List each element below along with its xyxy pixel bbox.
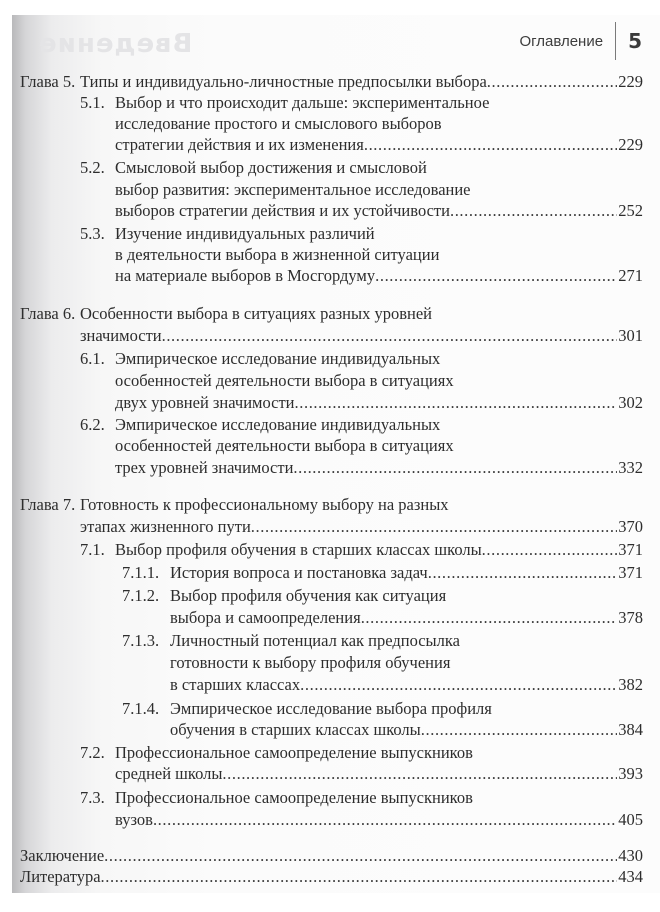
toc-line: вузов ..... 405 bbox=[115, 810, 643, 830]
dot-leader bbox=[428, 563, 618, 583]
dot-leader bbox=[153, 810, 617, 830]
dot-leader bbox=[222, 764, 617, 784]
toc-line: Профессиональное самоопределение выпускников bbox=[115, 743, 473, 762]
toc-line: Выбор и что происходит дальше: экспериментальное bbox=[115, 93, 490, 112]
toc-page-number: 434 bbox=[618, 867, 643, 886]
toc-line: обучения в старших классах школы ..... 384 bbox=[170, 720, 643, 740]
toc-line: Смысловой выбор достижения и смысловой bbox=[115, 158, 427, 177]
toc-line: Профессиональное самоопределение выпускников bbox=[115, 788, 473, 807]
dot-leader bbox=[300, 675, 617, 695]
toc-page-number: 405 bbox=[618, 810, 643, 829]
toc-line: История вопроса и постановка задач ..... 371 bbox=[170, 563, 643, 583]
dot-leader bbox=[361, 608, 618, 628]
toc-page-number: 229 bbox=[618, 72, 643, 91]
toc-line: Эмпирическое исследование выбора профиля bbox=[170, 699, 492, 718]
toc-page-number: 371 bbox=[618, 563, 643, 582]
toc-line: исследование простого и смыслового выборов bbox=[115, 114, 442, 133]
dot-leader bbox=[364, 135, 617, 155]
toc-section-label: 7.3. bbox=[80, 788, 105, 807]
toc-section-label: 5.1. bbox=[80, 93, 105, 112]
toc-page-number: 371 bbox=[618, 540, 643, 559]
toc-subsection-label: 7.1.1. bbox=[122, 563, 160, 582]
toc-line: выборов стратегии действия и их устойчивости ..... 252 bbox=[115, 201, 643, 221]
toc-chapter-label: Глава 5. bbox=[20, 72, 76, 91]
toc-section-label: 7.2. bbox=[80, 743, 105, 762]
table-of-contents bbox=[12, 15, 660, 893]
dot-leader bbox=[295, 393, 618, 413]
toc-line: выбор развития: экспериментальное исследование bbox=[115, 180, 471, 199]
toc-line: трех уровней значимости ..... 332 bbox=[115, 458, 643, 478]
toc-page-number: 370 bbox=[618, 517, 643, 536]
dot-leader bbox=[450, 201, 617, 221]
toc-subsection-label: 7.1.2. bbox=[122, 586, 160, 605]
toc-page-number: 252 bbox=[618, 201, 643, 220]
toc-line: стратегии действия и их изменения ..... 229 bbox=[115, 135, 643, 155]
toc-line: особенностей деятельности выбора в ситуациях bbox=[115, 371, 454, 390]
toc-chapter-label: Глава 6. bbox=[20, 304, 76, 323]
dot-leader bbox=[251, 517, 617, 537]
toc-line: особенностей деятельности выбора в ситуациях bbox=[115, 436, 454, 455]
toc-page-number: 332 bbox=[618, 458, 643, 477]
toc-line: двух уровней значимости ..... 302 bbox=[115, 393, 643, 413]
toc-subsection-label: 7.1.3. bbox=[122, 631, 160, 650]
toc-line: в деятельности выбора в жизненной ситуации bbox=[115, 245, 440, 264]
toc-page-number: 229 bbox=[618, 135, 643, 154]
dot-leader bbox=[482, 540, 618, 560]
toc-line: Выбор профиля обучения в старших классах школы ..... 371 bbox=[115, 540, 643, 560]
toc-section-label: 5.3. bbox=[80, 224, 105, 243]
toc-line: этапах жизненного пути ..... 370 bbox=[80, 517, 643, 537]
toc-page-number: 378 bbox=[618, 608, 643, 627]
toc-page-number: 430 bbox=[618, 846, 643, 865]
book-page bbox=[12, 15, 660, 893]
toc-line: средней школы ..... 393 bbox=[115, 764, 643, 784]
toc-line: готовности к выбору профиля обучения bbox=[170, 653, 451, 672]
dot-leader bbox=[293, 458, 617, 478]
toc-page-number: 382 bbox=[618, 675, 643, 694]
toc-line: Готовность к профессиональному выбору на разных bbox=[80, 495, 449, 514]
toc-line: Литература ..... 434 bbox=[20, 867, 643, 887]
dot-leader bbox=[487, 72, 617, 92]
toc-line: выбора и самоопределения ..... 378 bbox=[170, 608, 643, 628]
dot-leader bbox=[104, 846, 617, 866]
toc-subsection-label: 7.1.4. bbox=[122, 699, 160, 718]
dot-leader bbox=[101, 867, 618, 887]
toc-line: значимости ..... 301 bbox=[80, 326, 643, 346]
toc-line: Типы и индивидуально-личностные предпосылки выбора ..... 229 bbox=[80, 72, 643, 92]
toc-section-label: 5.2. bbox=[80, 158, 105, 177]
toc-section-label: 7.1. bbox=[80, 540, 105, 559]
toc-section-label: 6.2. bbox=[80, 415, 105, 434]
toc-line: в старших классах ..... 382 bbox=[170, 675, 643, 695]
running-title: Оглавление bbox=[519, 32, 604, 50]
dot-leader bbox=[162, 326, 618, 346]
toc-section-label: 6.1. bbox=[80, 349, 105, 368]
toc-line: Заключение ..... 430 bbox=[20, 846, 643, 866]
toc-line: на материале выборов в Мосгордуму ..... 271 bbox=[115, 266, 643, 286]
toc-page-number: 301 bbox=[618, 326, 643, 345]
toc-line: Эмпирическое исследование индивидуальных bbox=[115, 415, 441, 434]
toc-page-number: 271 bbox=[618, 266, 643, 285]
toc-page-number: 302 bbox=[618, 393, 643, 412]
toc-chapter-label: Глава 7. bbox=[20, 495, 76, 514]
toc-line: Особенности выбора в ситуациях разных уровней bbox=[80, 304, 432, 323]
show-through-heading: Введение bbox=[38, 29, 193, 59]
toc-page-number: 393 bbox=[618, 764, 643, 783]
toc-line: Эмпирическое исследование индивидуальных bbox=[115, 349, 441, 368]
toc-line: Выбор профиля обучения как ситуация bbox=[170, 586, 447, 605]
dot-leader bbox=[375, 266, 617, 286]
dot-leader bbox=[421, 720, 617, 740]
toc-line: Личностный потенциал как предпосылка bbox=[170, 631, 460, 650]
toc-page-number: 384 bbox=[618, 720, 643, 739]
toc-line: Изучение индивидуальных различий bbox=[115, 224, 375, 243]
page-number: 5 bbox=[628, 29, 642, 53]
